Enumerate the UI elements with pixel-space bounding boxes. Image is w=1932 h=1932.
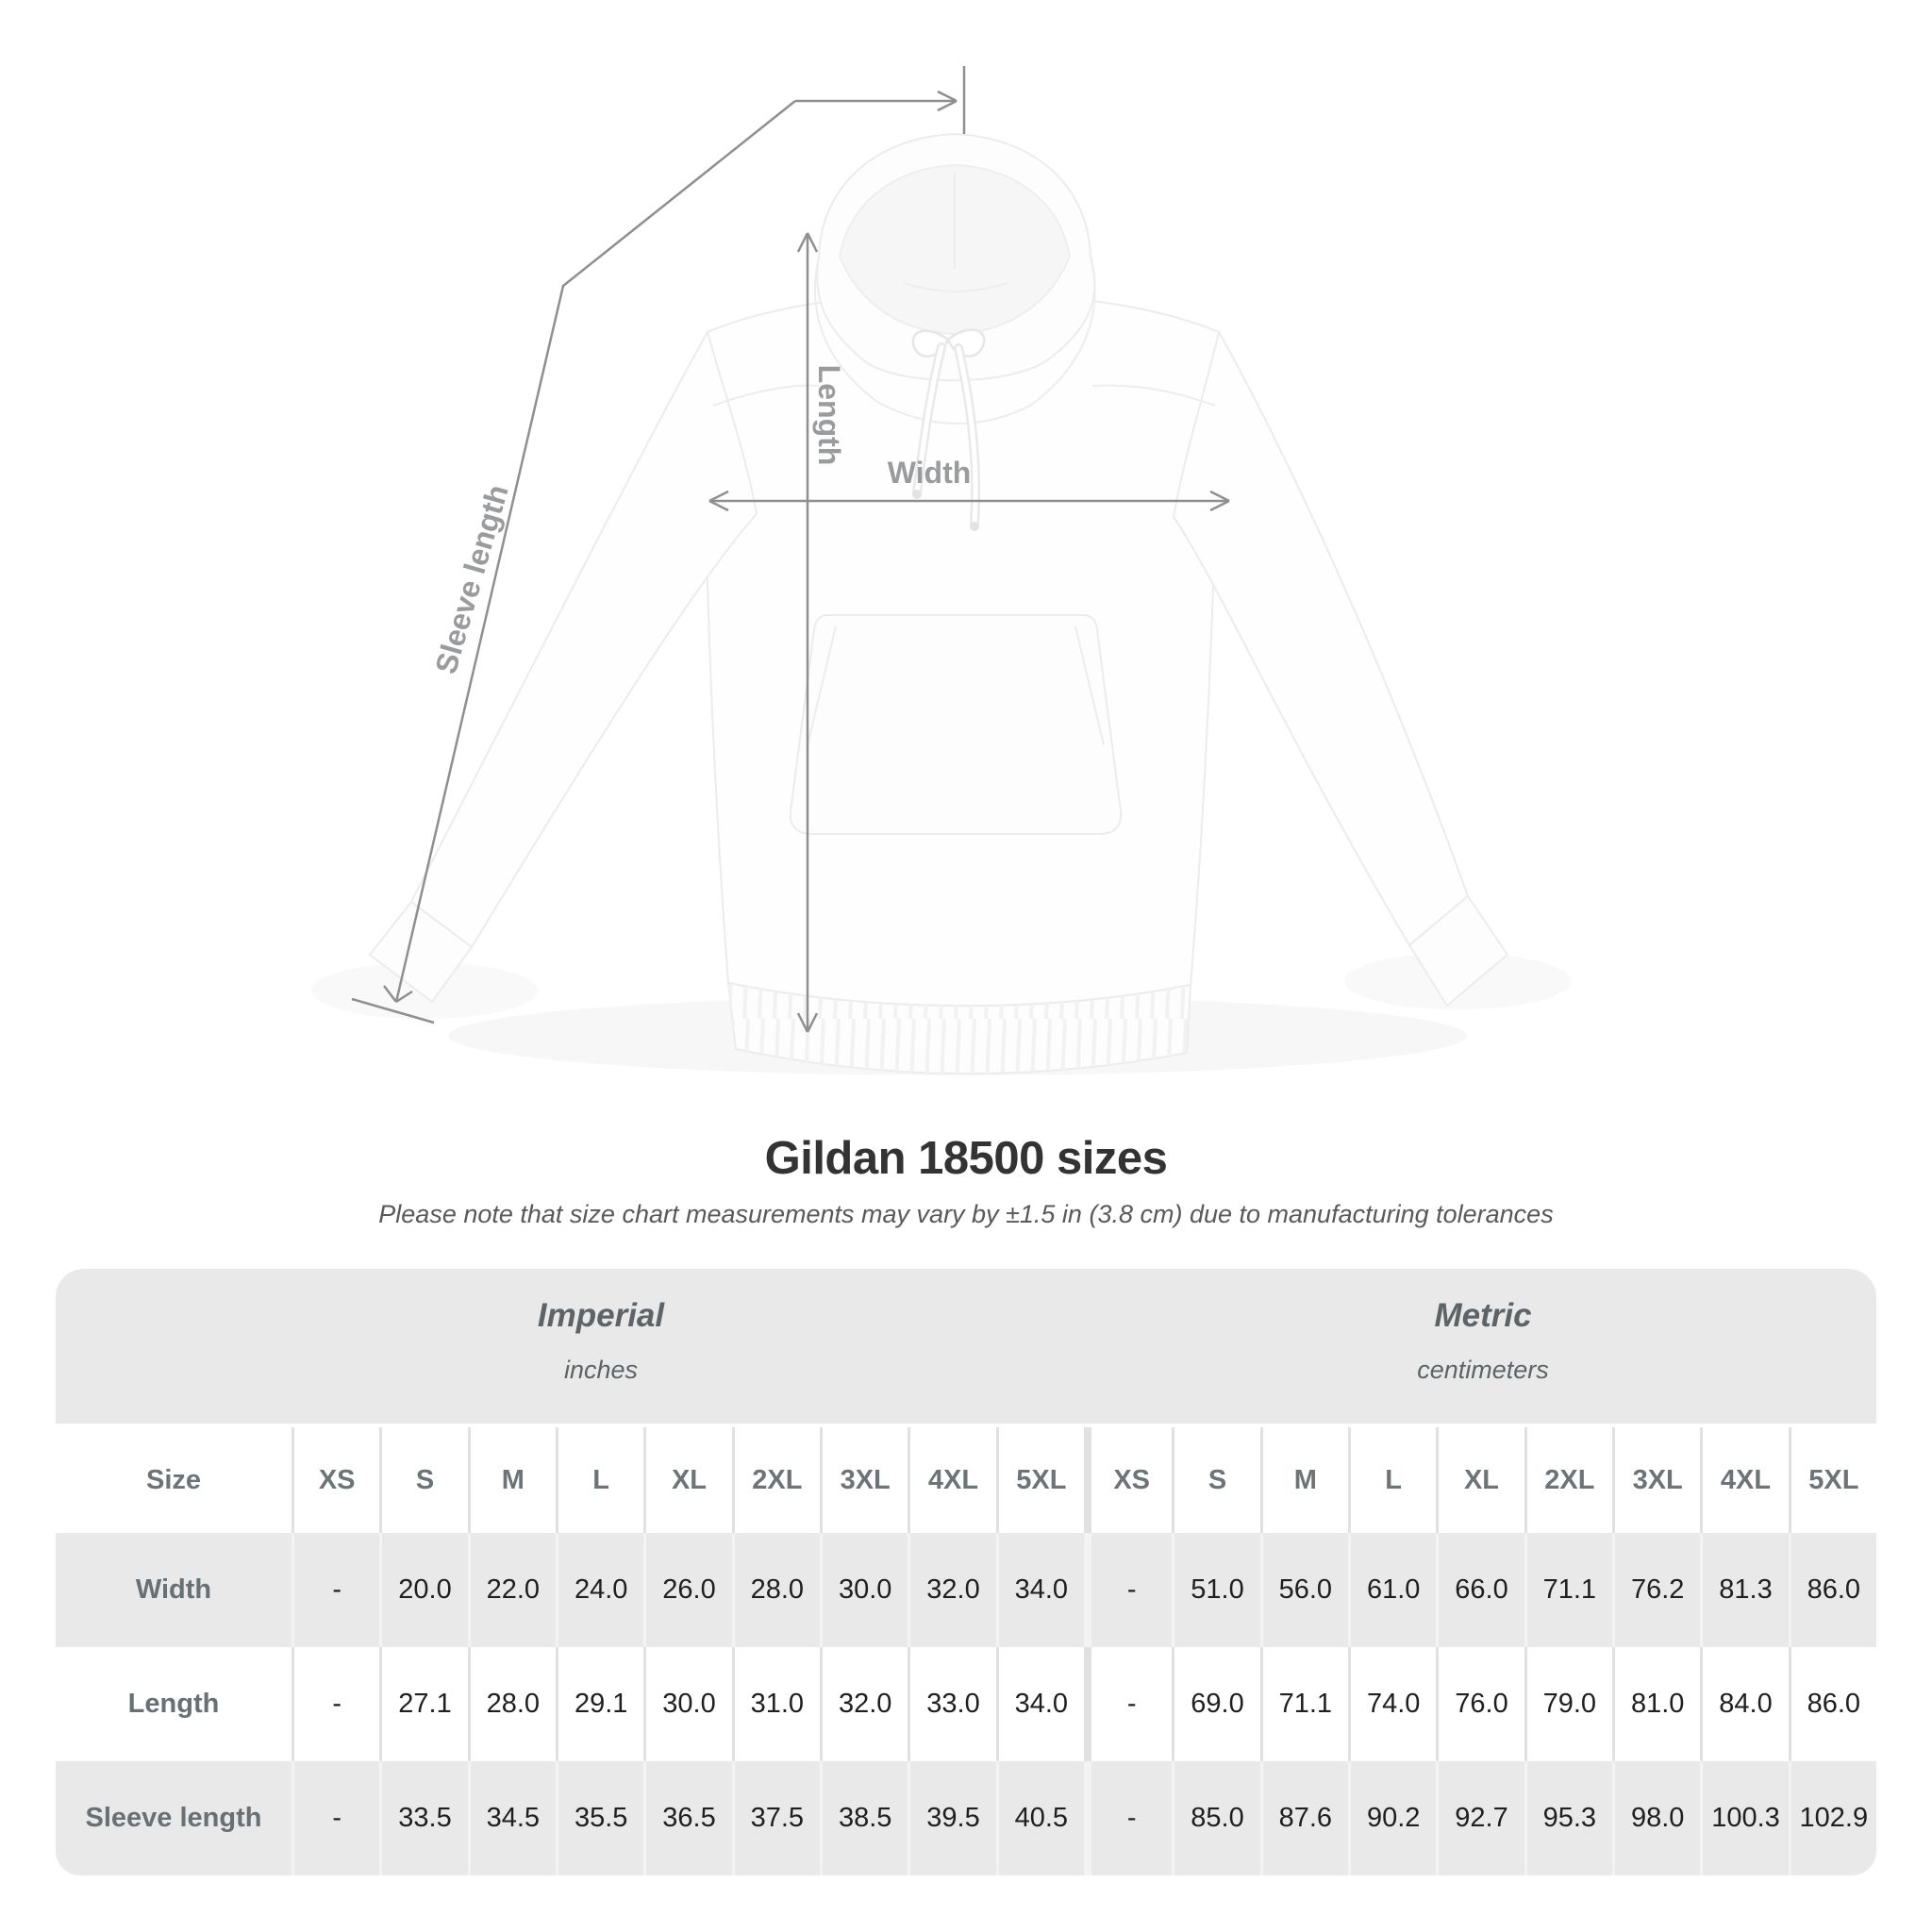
size-table (56, 1269, 1876, 1875)
imperial-value-cell: 35.5 (556, 1761, 643, 1875)
imperial-value-cell: 30.0 (643, 1647, 731, 1761)
imperial-value-cell: 34.0 (996, 1533, 1084, 1647)
size-header-metric: L (1348, 1427, 1436, 1533)
metric-value-cell: 61.0 (1348, 1533, 1436, 1647)
metric-value-cell: 81.0 (1612, 1647, 1700, 1761)
hoodie-right-sleeve (1174, 332, 1468, 945)
size-header-metric: XS (1084, 1427, 1172, 1533)
metric-value-cell: 81.3 (1700, 1533, 1788, 1647)
size-header-metric: 5XL (1789, 1427, 1876, 1533)
metric-value-cell: 74.0 (1348, 1647, 1436, 1761)
imperial-value-cell: 32.0 (908, 1533, 995, 1647)
page-subtitle: Please note that size chart measurements may vary by ±1.5 in (3.8 cm) due to manufacturing tolerances (378, 1200, 1554, 1228)
metric-value-cell: 51.0 (1172, 1533, 1259, 1647)
imperial-value-cell: - (291, 1761, 379, 1875)
metric-value-cell: 71.1 (1524, 1533, 1612, 1647)
imperial-value-cell: - (291, 1647, 379, 1761)
size-header-imperial: 4XL (908, 1427, 995, 1533)
size-header-metric: M (1260, 1427, 1348, 1533)
hoodie-illustration (370, 134, 1507, 1074)
size-header-imperial: M (468, 1427, 556, 1533)
page-title: Gildan 18500 sizes (764, 1133, 1168, 1184)
metric-value-cell: - (1084, 1647, 1172, 1761)
size-header-imperial: 5XL (996, 1427, 1084, 1533)
imperial-group-header: Imperial (537, 1297, 665, 1334)
imperial-value-cell: 31.0 (732, 1647, 820, 1761)
metric-value-cell: 102.9 (1789, 1761, 1876, 1875)
metric-value-cell: 76.2 (1612, 1533, 1700, 1647)
row-label: Length (127, 1689, 220, 1719)
metric-value-cell: 84.0 (1700, 1647, 1788, 1761)
metric-value-cell: 95.3 (1524, 1761, 1612, 1875)
metric-value-cell: 85.0 (1172, 1761, 1259, 1875)
metric-value-cell: 92.7 (1436, 1761, 1524, 1875)
size-header-imperial: 2XL (732, 1427, 820, 1533)
imperial-value-cell: 26.0 (643, 1533, 731, 1647)
size-header-row (56, 1427, 1876, 1533)
unit-header-band (56, 1269, 1876, 1424)
imperial-value-cell: 33.5 (379, 1761, 467, 1875)
imperial-value-cell: - (291, 1533, 379, 1647)
size-table-rows (56, 1427, 1876, 1875)
imperial-value-cell: 33.0 (908, 1647, 995, 1761)
width-label: Width (887, 456, 972, 490)
metric-value-cell: 87.6 (1260, 1761, 1348, 1875)
size-header-metric: 4XL (1700, 1427, 1788, 1533)
metric-group-header: Metric (1434, 1297, 1532, 1334)
metric-unit-label: centimeters (1417, 1356, 1549, 1384)
imperial-value-cell: 34.0 (996, 1647, 1084, 1761)
imperial-value-cell: 37.5 (732, 1761, 820, 1875)
measurement-row-sleeve-length (56, 1761, 1876, 1875)
imperial-value-cell: 30.0 (820, 1533, 908, 1647)
metric-value-cell: 69.0 (1172, 1647, 1259, 1761)
metric-value-cell: 66.0 (1436, 1533, 1524, 1647)
measurement-row-length (56, 1647, 1876, 1761)
size-header-imperial: S (379, 1427, 467, 1533)
metric-value-cell: 56.0 (1260, 1533, 1348, 1647)
metric-value-cell: 98.0 (1612, 1761, 1700, 1875)
size-header-metric: 3XL (1612, 1427, 1700, 1533)
imperial-value-cell: 20.0 (379, 1533, 467, 1647)
row-label: Width (135, 1574, 212, 1605)
imperial-value-cell: 36.5 (643, 1761, 731, 1875)
metric-value-cell: 76.0 (1436, 1647, 1524, 1761)
size-column-header: Size (145, 1464, 202, 1495)
imperial-value-cell: 39.5 (908, 1761, 995, 1875)
row-label: Sleeve length (85, 1803, 262, 1833)
metric-value-cell: 90.2 (1348, 1761, 1436, 1875)
size-header-metric: 2XL (1524, 1427, 1612, 1533)
size-header-metric: XL (1436, 1427, 1524, 1533)
metric-value-cell: - (1084, 1761, 1172, 1875)
imperial-value-cell: 38.5 (820, 1761, 908, 1875)
imperial-value-cell: 40.5 (996, 1761, 1084, 1875)
imperial-value-cell: 24.0 (556, 1533, 643, 1647)
imperial-value-cell: 27.1 (379, 1647, 467, 1761)
imperial-value-cell: 28.0 (468, 1647, 556, 1761)
metric-value-cell: - (1084, 1533, 1172, 1647)
length-label: Length (812, 364, 846, 466)
size-header-metric: S (1172, 1427, 1259, 1533)
metric-value-cell: 86.0 (1789, 1533, 1876, 1647)
metric-value-cell: 100.3 (1700, 1761, 1788, 1875)
imperial-unit-label: inches (563, 1356, 639, 1384)
kangaroo-pocket (791, 615, 1122, 834)
size-header-imperial: L (556, 1427, 643, 1533)
imperial-value-cell: 28.0 (732, 1533, 820, 1647)
size-header-imperial: XL (643, 1427, 731, 1533)
imperial-value-cell: 34.5 (468, 1761, 556, 1875)
imperial-value-cell: 32.0 (820, 1647, 908, 1761)
size-header-imperial: 3XL (820, 1427, 908, 1533)
imperial-value-cell: 29.1 (556, 1647, 643, 1761)
metric-value-cell: 86.0 (1789, 1647, 1876, 1761)
size-header-imperial: XS (291, 1427, 379, 1533)
imperial-value-cell: 22.0 (468, 1533, 556, 1647)
sleeve-length-label: Sleeve length (428, 480, 515, 678)
metric-value-cell: 71.1 (1260, 1647, 1348, 1761)
measurement-row-width (56, 1533, 1876, 1647)
metric-value-cell: 79.0 (1524, 1647, 1612, 1761)
